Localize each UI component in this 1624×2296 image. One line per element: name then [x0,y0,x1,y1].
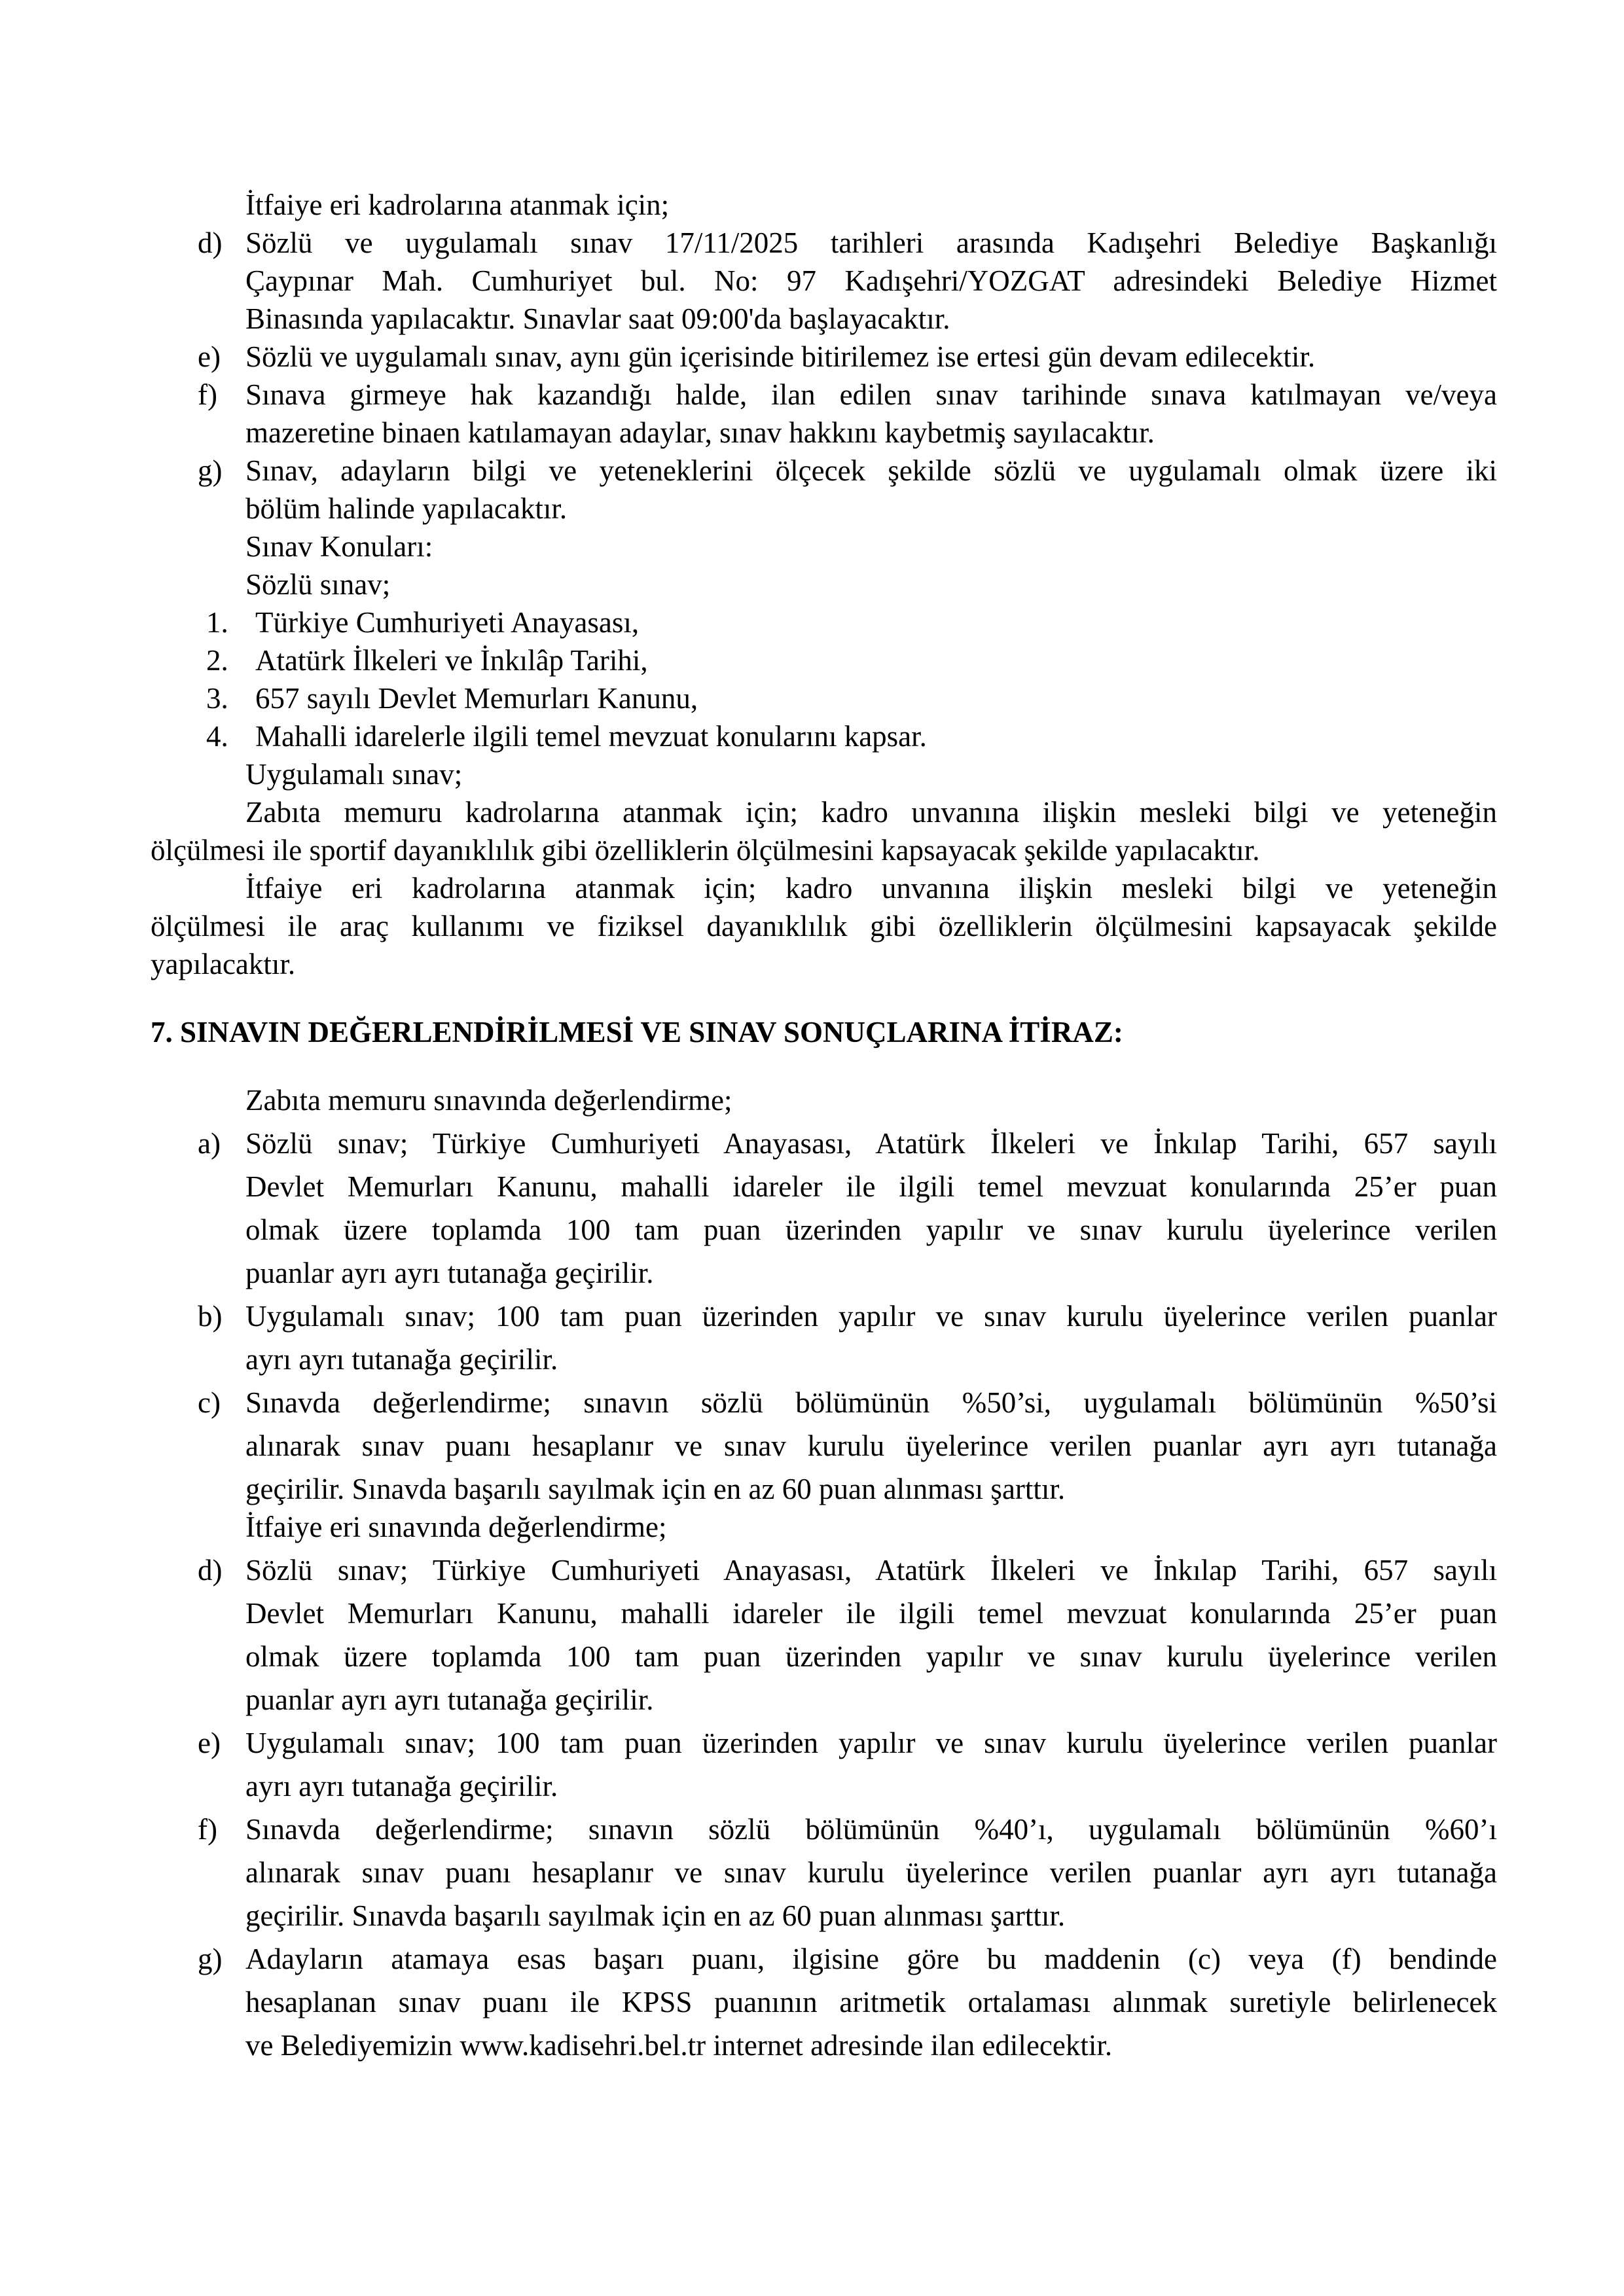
item-label-d: d) [198,1554,223,1587]
zabita-paragraph-line-2: ölçülmesi ile sportif dayanıklılık gibi özelliklerin ölçülmesini kapsayacak şekilde yapılacaktır. [151,834,1260,867]
item-g-line-2: hesaplanan sınav puanı ile KPSS puanının aritmetik ortalaması alınmak suretiyle belirlenecek [245,1986,1497,2018]
itfaiye-paragraph-line-3: yapılacaktır. [151,948,296,980]
item-label-a: a) [198,1127,221,1160]
item-a-line-2: Devlet Memurları Kanunu, mahalli idareler ile ilgili temel mevzuat konularında 25’er puan [245,1170,1497,1203]
item-e-line-1: Uygulamalı sınav; 100 tam puan üzerinden yapılır ve sınav kurulu üyelerince verilen puanlar [245,1727,1497,1759]
list-item: Türkiye Cumhuriyeti Anayasası, [255,606,640,639]
item-d-line-4: puanlar ayrı ayrı tutanağa geçirilir. [245,1683,654,1716]
item-label-e: e) [198,340,221,373]
item-f-line-1: Sınava girmeye hak kazandığı halde, ilan edilen sınav tarihinde sınava katılmayan ve/veya [245,378,1497,411]
item-d-line-3: olmak üzere toplamda 100 tam puan üzerinden yapılır ve sınav kurulu üyelerince verilen [245,1640,1497,1673]
list-number: 1. [206,606,228,639]
item-label-d: d) [198,226,223,259]
item-e-line-2: ayrı ayrı tutanağa geçirilir. [245,1770,558,1803]
item-d-line-2: Devlet Memurları Kanunu, mahalli idareler ile ilgili temel mevzuat konularında 25’er puan [245,1597,1497,1630]
item-c-line-1: Sınavda değerlendirme; sınavın sözlü bölümünün %50’si, uygulamalı bölümünün %50’si [245,1386,1497,1419]
item-a-line-1: Sözlü sınav; Türkiye Cumhuriyeti Anayasası, Atatürk İlkeleri ve İnkılap Tarihi, 657 sayılı [245,1127,1497,1160]
list-number: 3. [206,682,228,715]
list-number: 2. [206,644,228,677]
itfaiye-degerlendirme-intro: İtfaiye eri sınavında değerlendirme; [245,1511,667,1543]
item-label-b: b) [198,1300,223,1333]
item-d-line-2: Çaypınar Mah. Cumhuriyet bul. No: 97 Kadışehri/YOZGAT adresindeki Belediye Hizmet [245,264,1497,297]
itfaiye-paragraph-line-2: ölçülmesi ile araç kullanımı ve fiziksel dayanıklılık gibi özelliklerin ölçülmesini kapsayacak şekilde [151,910,1497,942]
sinav-konulari: Sınav Konuları: [245,530,433,563]
item-label-e: e) [198,1727,221,1759]
item-d-line-1: Sözlü sınav; Türkiye Cumhuriyeti Anayasası, Atatürk İlkeleri ve İnkılap Tarihi, 657 sayılı [245,1554,1497,1587]
list-item: 657 sayılı Devlet Memurları Kanunu, [255,682,698,715]
item-e-line-1: Sözlü ve uygulamalı sınav, aynı gün içerisinde bitirilemez ise ertesi gün devam edilecektir. [245,340,1316,373]
item-d-line-3: Binasında yapılacaktır. Sınavlar saat 09:00'da başlayacaktır. [245,302,950,335]
item-g-line-3: ve Belediyemizin www.kadisehri.bel.tr internet adresinde ilan edilecektir. [245,2029,1113,2062]
item-g-line-1: Sınav, adayların bilgi ve yeteneklerini ölçecek şekilde sözlü ve uygulamalı olmak üzere iki [245,454,1497,487]
item-c-line-3: geçirilir. Sınavda başarılı sayılmak için en az 60 puan alınması şarttır. [245,1473,1066,1505]
item-a-line-4: puanlar ayrı ayrı tutanağa geçirilir. [245,1257,654,1289]
uygulamali-sinav-title: Uygulamalı sınav; [245,758,463,791]
zabita-degerlendirme-intro: Zabıta memuru sınavında değerlendirme; [245,1084,732,1117]
item-g-line-1: Adayların atamaya esas başarı puanı, ilgisine göre bu maddenin (c) veya (f) bendinde [245,1943,1497,1975]
item-d-line-1: Sözlü ve uygulamalı sınav 17/11/2025 tarihleri arasında Kadışehri Belediye Başkanlığı [245,226,1497,259]
item-f-line-2: alınarak sınav puanı hesaplanır ve sınav kurulu üyelerince verilen puanlar ayrı ayrı tutanağa [245,1856,1497,1889]
item-f-line-1: Sınavda değerlendirme; sınavın sözlü bölümünün %40’ı, uygulamalı bölümünün %60’ı [245,1813,1497,1846]
item-b-line-2: ayrı ayrı tutanağa geçirilir. [245,1343,558,1376]
list-item: Atatürk İlkeleri ve İnkılâp Tarihi, [255,644,648,677]
item-f-line-2: mazeretine binaen katılamayan adaylar, sınav hakkını kaybetmiş sayılacaktır. [245,416,1155,449]
itfaiye-intro: İtfaiye eri kadrolarına atanmak için; [245,188,670,221]
section-7-heading: 7. SINAVIN DEĞERLENDİRİLMESİ VE SINAV SONUÇLARINA İTİRAZ: [151,1016,1123,1049]
item-g-line-2: bölüm halinde yapılacaktır. [245,492,568,525]
item-label-c: c) [198,1386,221,1419]
zabita-paragraph-line-1: Zabıta memuru kadrolarına atanmak için; kadro unvanına ilişkin mesleki bilgi ve yeteneğin [245,796,1497,829]
item-a-line-3: olmak üzere toplamda 100 tam puan üzerinden yapılır ve sınav kurulu üyelerince verilen [245,1213,1497,1246]
item-label-g: g) [198,1943,223,1975]
item-label-g: g) [198,454,223,487]
itfaiye-paragraph-line-1: İtfaiye eri kadrolarına atanmak için; kadro unvanına ilişkin mesleki bilgi ve yeteneğin [245,872,1497,905]
list-item: Mahalli idarelerle ilgili temel mevzuat konularını kapsar. [255,720,927,753]
item-label-f: f) [198,378,217,411]
item-f-line-3: geçirilir. Sınavda başarılı sayılmak için en az 60 puan alınması şarttır. [245,1899,1066,1932]
list-number: 4. [206,720,228,753]
item-b-line-1: Uygulamalı sınav; 100 tam puan üzerinden yapılır ve sınav kurulu üyelerince verilen puanlar [245,1300,1497,1333]
item-c-line-2: alınarak sınav puanı hesaplanır ve sınav kurulu üyelerince verilen puanlar ayrı ayrı tutanağa [245,1429,1497,1462]
sozlu-sinav-title: Sözlü sınav; [245,568,391,601]
item-label-f: f) [198,1813,217,1846]
